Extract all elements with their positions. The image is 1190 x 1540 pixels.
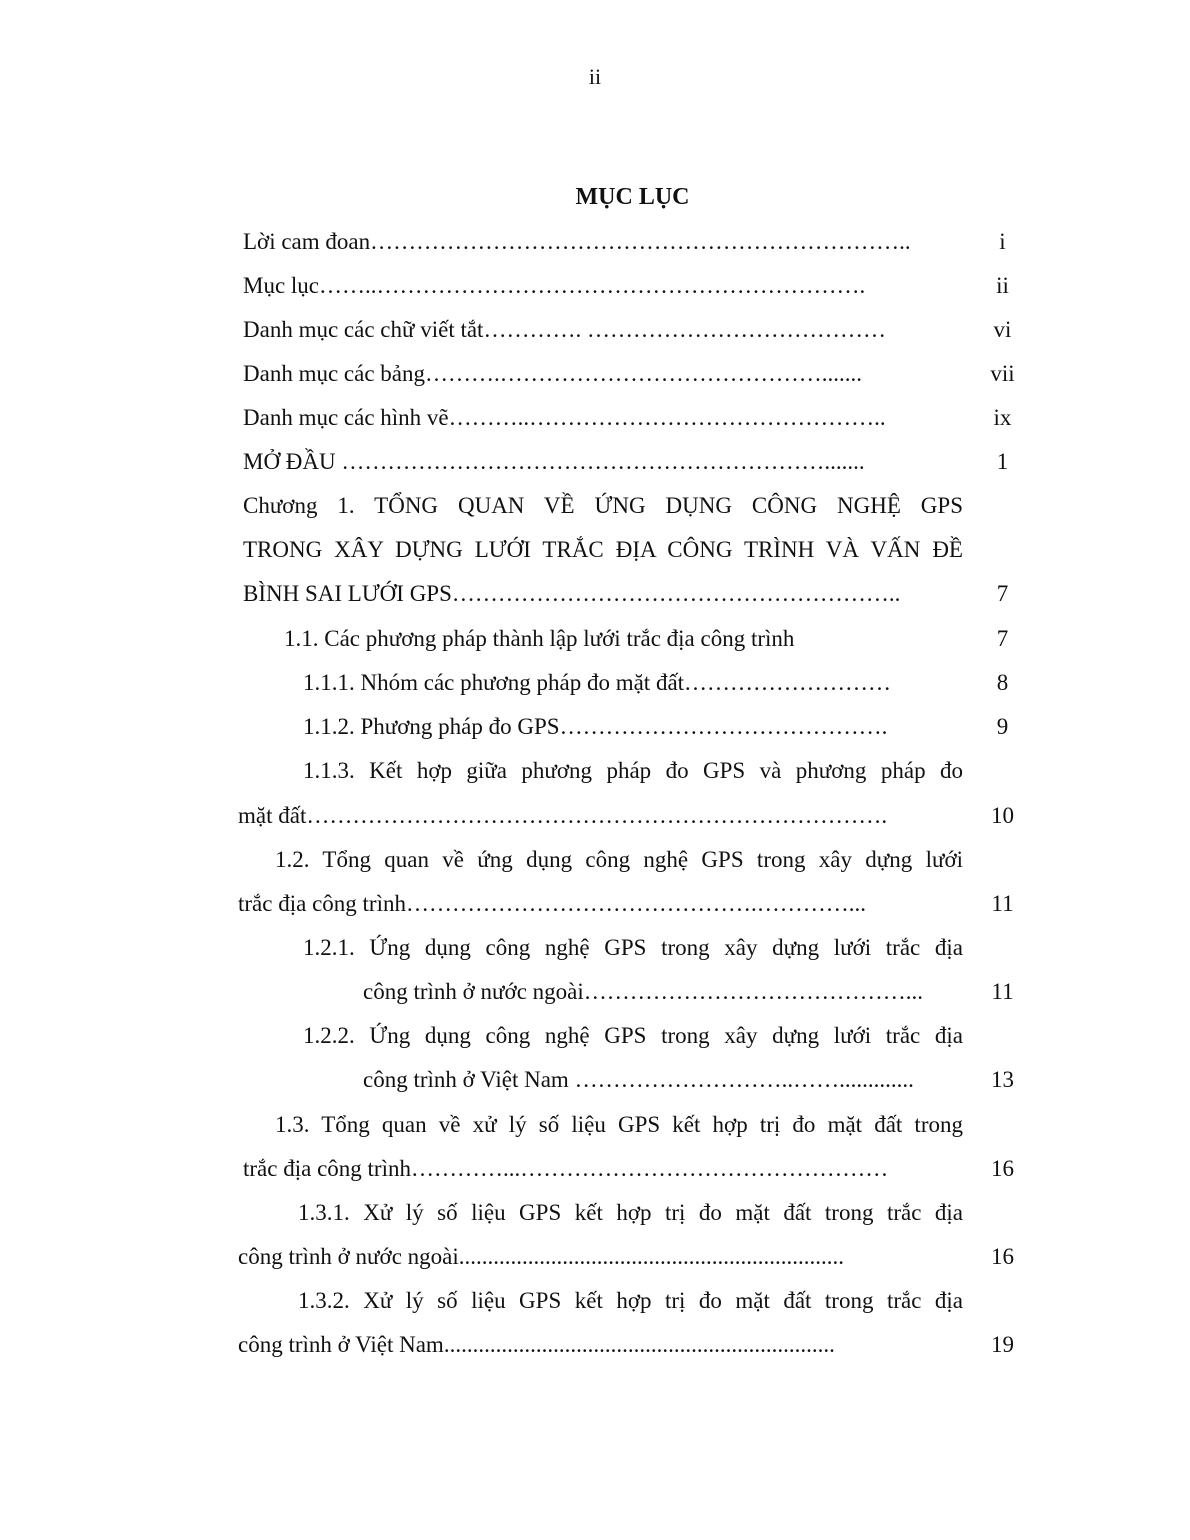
toc-page-number: vii (990, 361, 1015, 386)
toc-entry-line: 1.3. Tổng quan về xử lý số liệu GPS kết hợp trị đo mặt đất trong (275, 1112, 963, 1137)
toc-entry-line: trắc địa công trình……………………………………….…………... (238, 891, 866, 916)
page-number: ii (588, 64, 602, 89)
toc-entry-tables[interactable] (243, 356, 963, 392)
toc-entry-line: công trình ở Việt Nam ………………………..……............. (363, 1067, 914, 1092)
toc-entry-line: Chương 1. TỔNG QUAN VỀ ỨNG DỤNG CÔNG NGHỆ GPS (243, 493, 963, 518)
toc-entry-line: 1.1.3. Kết hợp giữa phương pháp đo GPS và phương pháp đo (303, 758, 963, 783)
toc-entry-text: Mục lục……..………………………………………………………. (243, 273, 866, 298)
toc-entry-text: Danh mục các bảng……….……………………………………....... (243, 361, 863, 386)
toc-entry-introduction[interactable] (243, 444, 963, 480)
toc-entry-text: Lời cam đoan…………………………………………………………….. (243, 229, 911, 254)
toc-entry-line: trắc địa công trình…………...………………………………………… (243, 1156, 889, 1181)
toc-entry-text: Danh mục các hình vẽ………..……………………………………….. (243, 405, 886, 430)
toc-page-number: ii (996, 273, 1009, 298)
toc-page-number: 11 (991, 979, 1014, 1004)
toc-page-number: ix (993, 405, 1012, 430)
toc-entry-line: công trình ở Việt Nam.................................................................... (238, 1332, 835, 1357)
toc-page-number: i (999, 229, 1006, 254)
toc-entry-line: TRONG XÂY DỰNG LƯỚI TRẮC ĐỊA CÔNG TRÌNH VÀ VẤN ĐỀ (243, 537, 963, 562)
toc-page-number: 8 (996, 670, 1009, 695)
toc-entry-line: công trình ở nước ngoài……………………………………... (363, 979, 923, 1004)
toc-page-number: 1 (996, 449, 1009, 474)
toc-entry-text: 1.1. Các phương pháp thành lập lưới trắc địa công trình (284, 626, 795, 651)
toc-entry-text: 1.1.1. Nhóm các phương pháp đo mặt đất……………………… (303, 670, 892, 695)
toc-entry-1-1-2[interactable] (303, 709, 963, 745)
toc-page-number: 7 (996, 581, 1009, 606)
toc-page-number: 13 (991, 1067, 1014, 1092)
toc-entry-text: MỞ ĐẦU ………………………………………………………....... (243, 449, 865, 474)
toc-entry-line: công trình ở nước ngoài................................................................... (238, 1244, 844, 1269)
toc-entry-line: 1.3.1. Xử lý số liệu GPS kết hợp trị đo mặt đất trong trắc địa (298, 1200, 963, 1225)
toc-entry-text: 1.1.2. Phương pháp đo GPS……………………………………. (303, 714, 888, 739)
toc-page-number: 9 (996, 714, 1009, 739)
toc-entry-loi-cam-doan[interactable] (243, 224, 963, 260)
toc-page-number: 16 (991, 1156, 1014, 1181)
toc-page-number: 7 (996, 626, 1009, 651)
toc-page-number: vi (993, 317, 1012, 342)
toc-entry-muc-luc[interactable] (243, 268, 963, 304)
toc-title: MỤC LỤC (575, 184, 690, 210)
toc-entry-line: 1.2.2. Ứng dụng công nghệ GPS trong xây dựng lưới trắc địa (303, 1023, 963, 1048)
toc-page-number: 11 (991, 891, 1014, 916)
toc-entry-1-1[interactable] (284, 621, 963, 657)
toc-entry-line: 1.2.1. Ứng dụng công nghệ GPS trong xây dựng lưới trắc địa (303, 935, 963, 960)
toc-entry-line: mặt đất…………………………………………………………………. (238, 803, 888, 828)
toc-entry-figures[interactable] (243, 400, 963, 436)
toc-entry-line: 1.2. Tổng quan về ứng dụng công nghệ GPS trong xây dựng lưới (275, 847, 963, 872)
toc-entry-line: 1.3.2. Xử lý số liệu GPS kết hợp trị đo mặt đất trong trắc địa (298, 1288, 963, 1313)
toc-entry-1-1-1[interactable] (303, 665, 963, 701)
toc-entry-text: Danh mục các chữ viết tắt…………. ………………………………… (243, 317, 886, 342)
toc-entry-abbreviations[interactable] (243, 312, 963, 348)
toc-entry-line: BÌNH SAI LƯỚI GPS………………………………………………….. (243, 581, 901, 606)
toc-page-number: 10 (991, 803, 1014, 828)
toc-page-number: 16 (991, 1244, 1014, 1269)
toc-page-number: 19 (991, 1332, 1014, 1357)
